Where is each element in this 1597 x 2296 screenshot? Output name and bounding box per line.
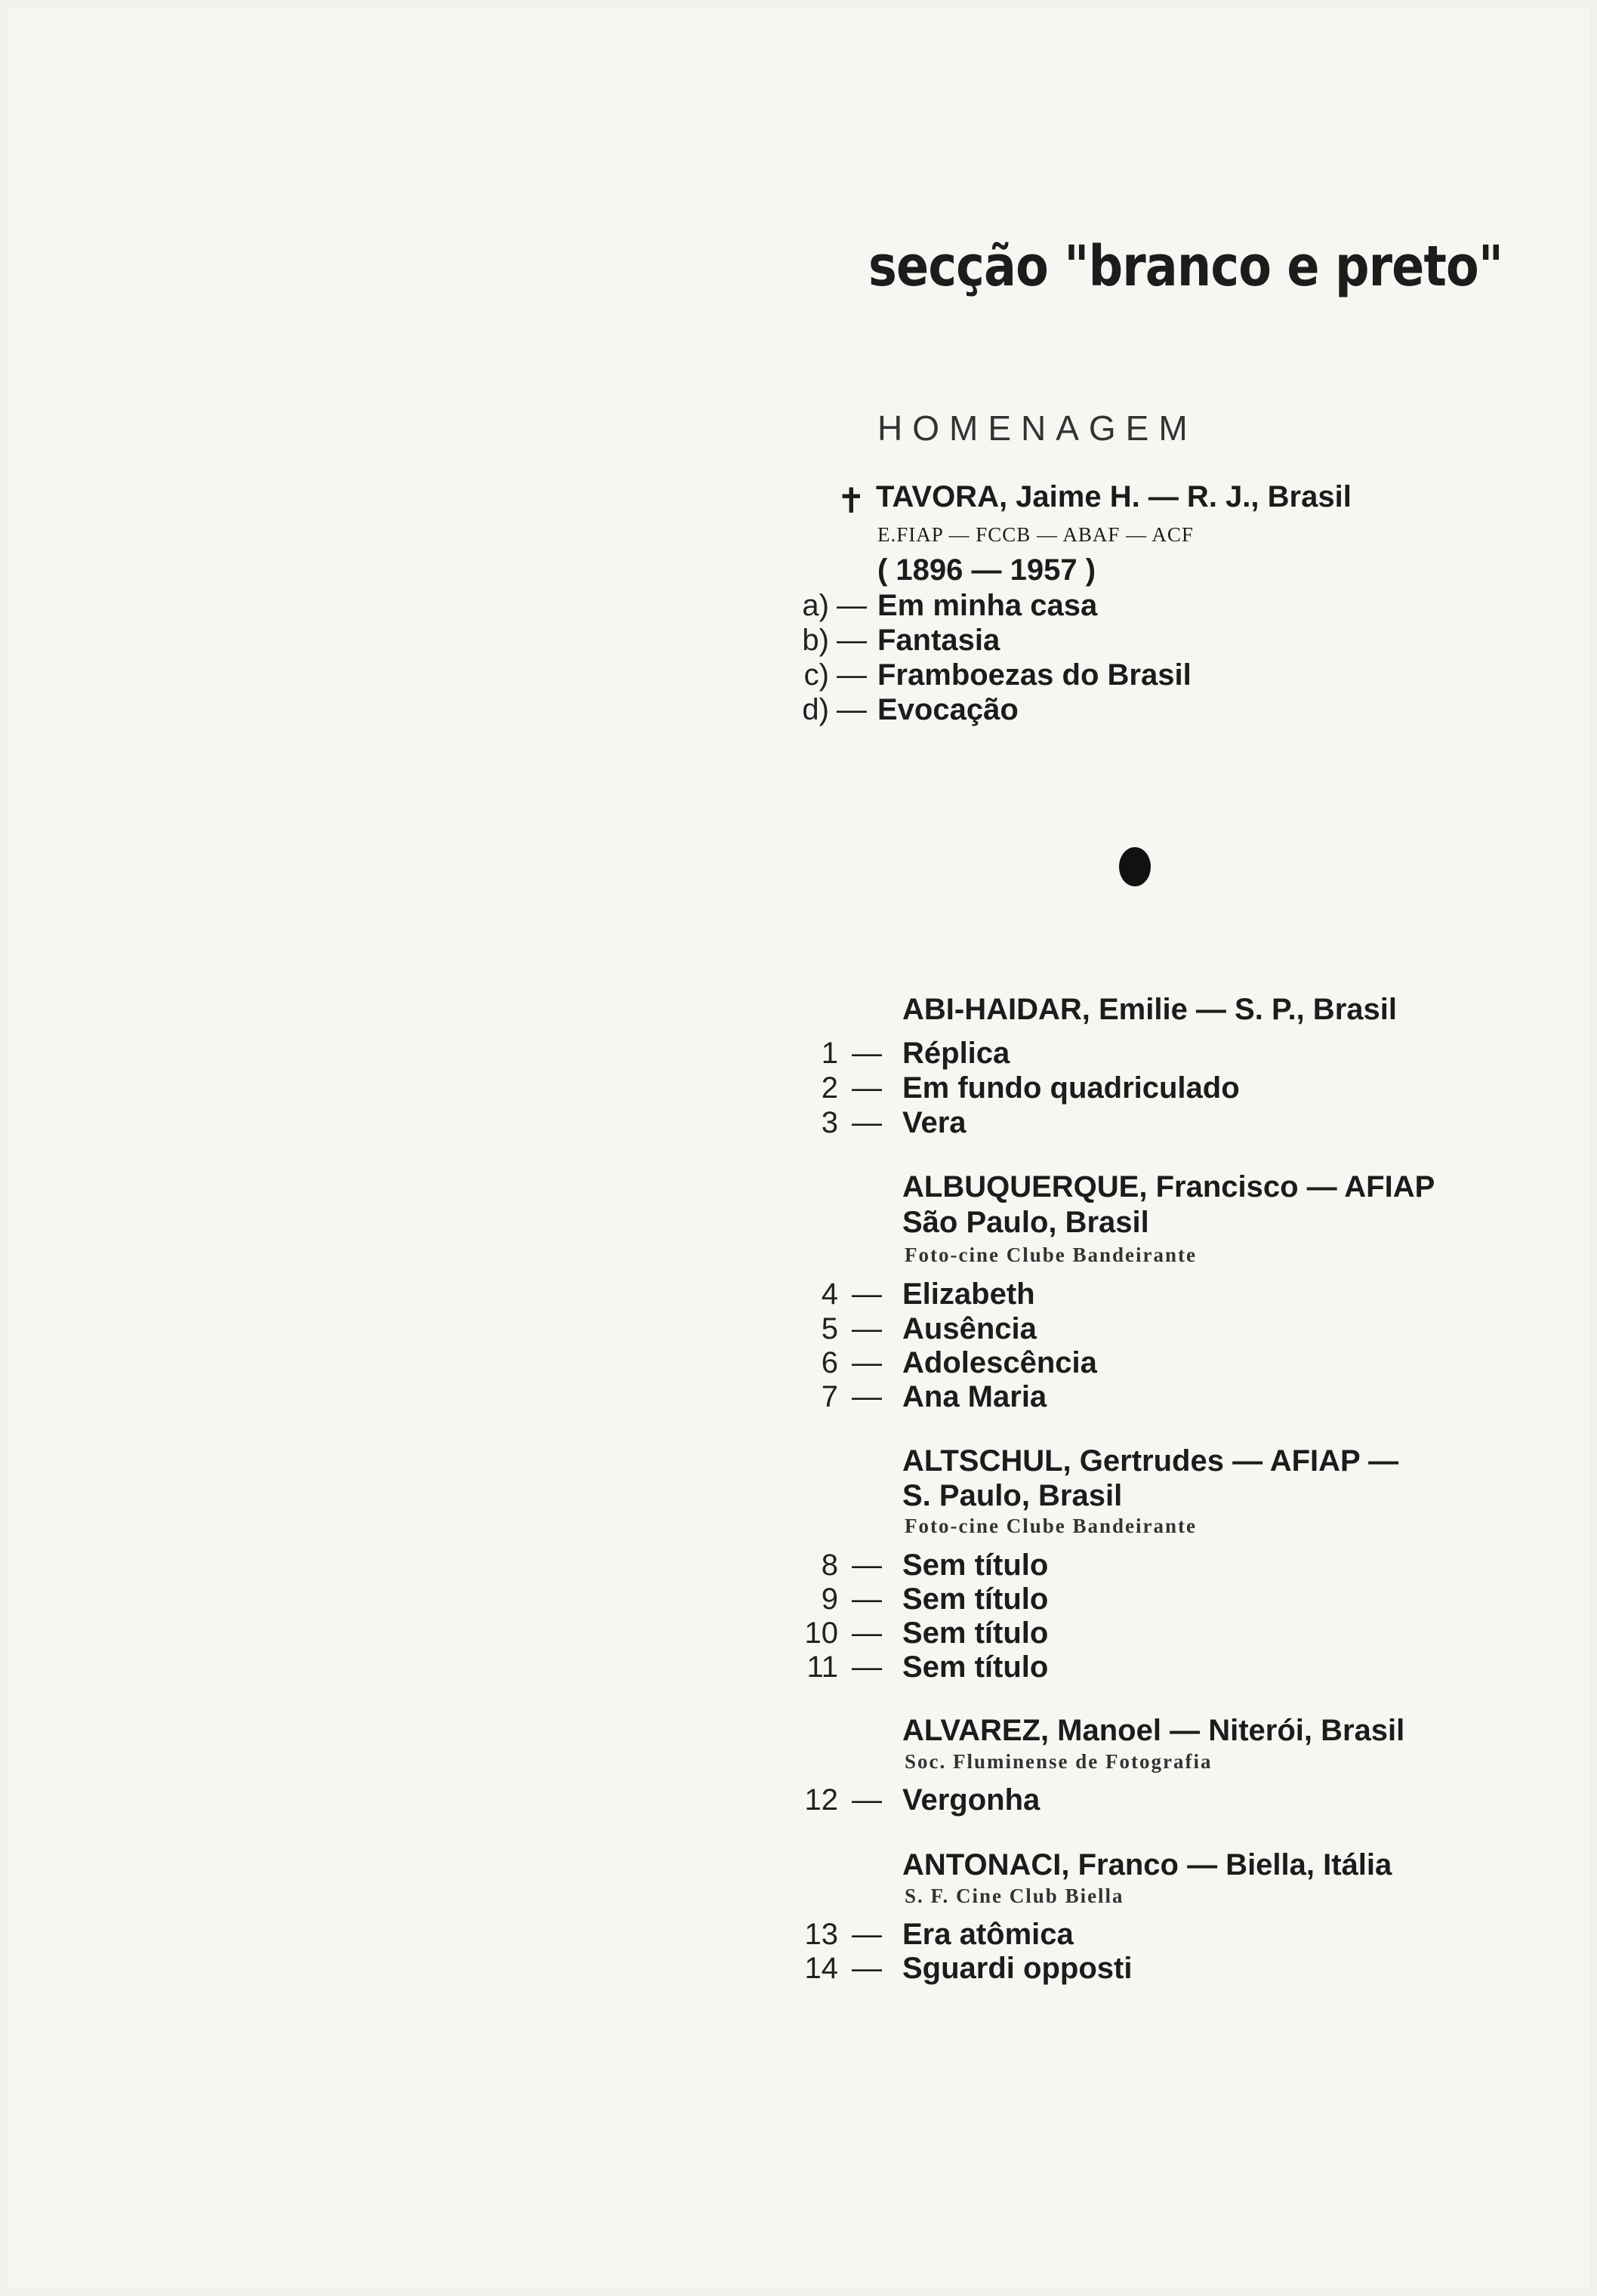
work-title: Sem título: [902, 1549, 1049, 1582]
work-title: Vera: [902, 1106, 967, 1139]
dash: —: [852, 1346, 882, 1379]
dash: —: [852, 1616, 882, 1650]
work-mark: c): [803, 658, 829, 692]
work-number: 7: [821, 1380, 838, 1413]
work-title: Fantasia: [877, 624, 1000, 657]
dash: —: [852, 1277, 882, 1311]
work-mark: b): [802, 624, 829, 657]
dash: —: [837, 658, 867, 692]
work-number: 6: [821, 1346, 838, 1379]
author-club: Soc. Fluminense de Fotografia: [905, 1750, 1213, 1773]
work-title: Sem título: [902, 1583, 1049, 1616]
work-title: Vergonha: [902, 1783, 1041, 1817]
author-name: ANTONACI, Franco — Biella, Itália: [902, 1848, 1392, 1881]
dash: —: [852, 1783, 882, 1817]
work-title: Sguardi opposti: [902, 1952, 1133, 1985]
work-title: Em fundo quadriculado: [902, 1071, 1240, 1105]
author-name: ABI-HAIDAR, Emilie — S. P., Brasil: [902, 993, 1397, 1026]
dash: —: [837, 693, 867, 726]
author-club: S. F. Cine Club Biella: [905, 1885, 1124, 1907]
homenagem-label: HOMENAGEM: [877, 408, 1198, 448]
separator-bullet: [1119, 847, 1151, 886]
work-number: 3: [821, 1106, 838, 1139]
author-name: ALTSCHUL, Gertrudes — AFIAP —: [902, 1444, 1399, 1478]
work-number: 1: [821, 1037, 838, 1070]
dash: —: [852, 1106, 882, 1139]
homenagem-years: ( 1896 — 1957 ): [877, 553, 1096, 587]
dash: —: [852, 1037, 882, 1070]
author-club: Foto-cine Clube Bandeirante: [905, 1244, 1197, 1266]
author-name: ALBUQUERQUE, Francisco — AFIAP: [902, 1170, 1435, 1203]
work-title: Evocação: [877, 693, 1019, 726]
work-number: 12: [804, 1783, 838, 1817]
dash: —: [852, 1952, 882, 1985]
work-number: 9: [821, 1583, 838, 1616]
homenagem-affiliations: E.FIAP — FCCB — ABAF — ACF: [877, 523, 1194, 546]
dash: —: [852, 1312, 882, 1345]
dash: —: [852, 1380, 882, 1413]
dash: —: [852, 1549, 882, 1582]
work-number: 2: [821, 1071, 838, 1105]
work-number: 14: [804, 1952, 838, 1985]
work-title: Ausência: [902, 1312, 1037, 1345]
dash: —: [852, 1071, 882, 1105]
author-location: São Paulo, Brasil: [902, 1206, 1149, 1239]
work-title: Framboezas do Brasil: [877, 658, 1192, 692]
work-title: Elizabeth: [902, 1277, 1035, 1311]
work-number: 4: [821, 1277, 838, 1311]
work-number: 8: [821, 1549, 838, 1582]
dash: —: [852, 1650, 882, 1684]
work-mark: d): [802, 693, 829, 726]
work-title: Sem título: [902, 1650, 1049, 1684]
section-title: secção "branco e preto": [868, 234, 1503, 299]
dash: —: [852, 1918, 882, 1951]
author-name: ALVAREZ, Manoel — Niterói, Brasil: [902, 1714, 1405, 1747]
work-title: Em minha casa: [877, 589, 1098, 622]
work-title: Era atômica: [902, 1918, 1074, 1951]
dash: —: [852, 1583, 882, 1616]
work-number: 5: [821, 1312, 838, 1345]
author-club: Foto-cine Clube Bandeirante: [905, 1515, 1197, 1537]
work-title: Adolescência: [902, 1346, 1097, 1379]
work-number: 13: [804, 1918, 838, 1951]
homenagem-name: TAVORA, Jaime H. — R. J., Brasil: [876, 480, 1352, 513]
work-title: Réplica: [902, 1037, 1010, 1070]
dash: —: [837, 624, 867, 657]
work-title: Sem título: [902, 1616, 1049, 1650]
dash: —: [837, 589, 867, 622]
author-location: S. Paulo, Brasil: [902, 1479, 1123, 1512]
work-number: 11: [806, 1650, 838, 1684]
work-mark: a): [802, 589, 829, 622]
work-title: Ana Maria: [902, 1380, 1047, 1413]
work-number: 10: [804, 1616, 838, 1650]
cross-icon: ✝: [837, 481, 866, 520]
